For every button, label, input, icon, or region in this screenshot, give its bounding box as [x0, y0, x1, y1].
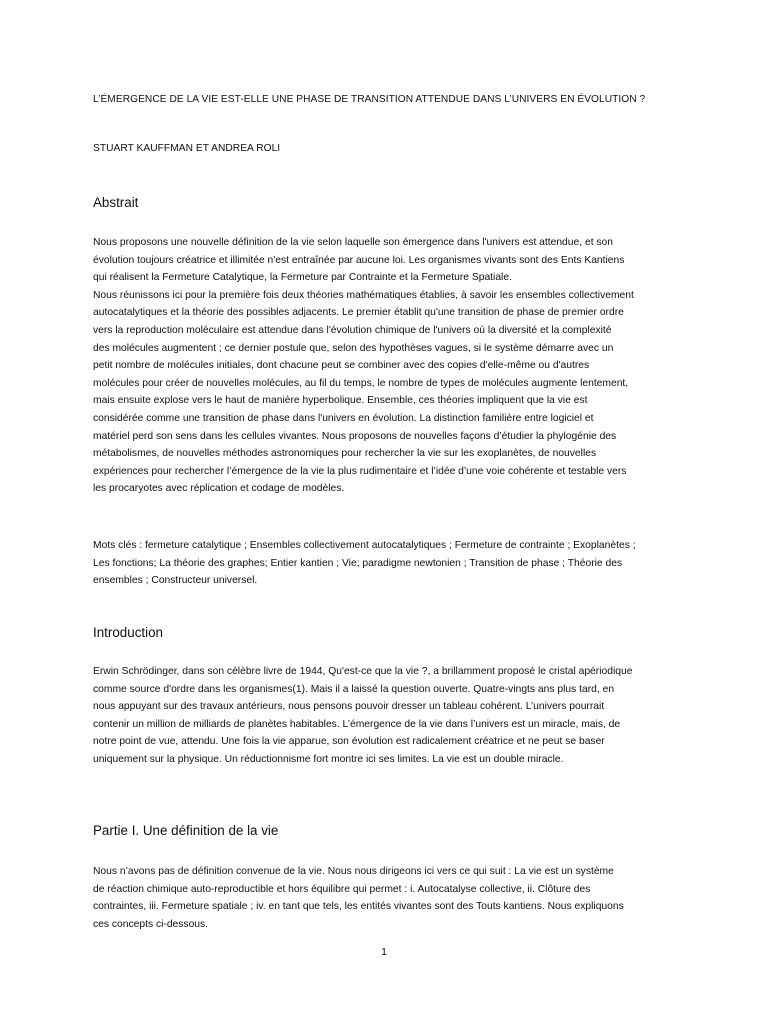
- abstract-line: métabolismes, de nouvelles méthodes astronomiques pour rechercher la vie sur les exoplanètes, de nouvelles: [93, 448, 597, 460]
- introduction-line: Erwin Schrödinger, dans son célèbre livre de 1944, Qu'est-ce que la vie ?, a brillamment proposé le cristal apériodique: [93, 666, 633, 677]
- abstract-line: molécules pour créer de nouvelles molécules, au fil du temps, le nombre de types de molécules augmente lentement,: [93, 377, 629, 389]
- abstract-line: des molécules augmentent ; ce dernier postule que, selon des hypothèses vagues, si le système démarre avec un: [93, 342, 614, 354]
- introduction-line: nous appuyant sur des travaux antérieurs, nous pensons pouvoir dresser un tableau cohérent. L’univers pourrait: [93, 701, 605, 713]
- introduction-body: [93, 663, 708, 769]
- paper-title: L’ÉMERGENCE DE LA VIE EST-ELLE UNE PHASE DE TRANSITION ATTENDUE DANS L’UNIVERS EN ÉVOLUTION ?: [93, 94, 646, 105]
- keywords-line: Les fonctions; La théorie des graphes; Entier kantien ; Vie; paradigme newtonien ; Transition de phase ; Théorie des: [93, 557, 623, 569]
- abstract-line: expériences pour rechercher l’émergence de la vie la plus rudimentaire et l’idée d’une voie cohérente et testable vers: [93, 465, 627, 477]
- part1-line: de réaction chimique auto-reproductible et hors équilibre qui permet : i. Autocatalyse collective, ii. Clôture des: [93, 883, 591, 895]
- page-number: 1: [381, 946, 387, 958]
- part1-body: [93, 863, 708, 933]
- abstract-heading: Abstrait: [93, 195, 139, 210]
- abstract-line: les procaryotes avec réplication et codage de modèles.: [93, 483, 345, 495]
- introduction-line: comme source d'ordre dans les organismes(1). Mais il a laissé la question ouverte. Quatre-vingts ans plus tard, en: [93, 683, 615, 695]
- abstract-line: Nous proposons une nouvelle définition de la vie selon laquelle son émergence dans l'univers est attendue, et son: [93, 237, 614, 248]
- introduction-heading: Introduction: [93, 625, 163, 640]
- abstract-line: considérée comme une transition de phase dans l'univers en évolution. La distinction familière entre logiciel et: [93, 412, 594, 424]
- abstract-line: petit nombre de molécules initiales, dont chacune peut se combiner avec des copies d'elle-même ou d'autres: [93, 360, 590, 372]
- part1-line: contraintes, iii. Fermeture spatiale ; iv. en tant que tels, les entités vivantes sont des Touts kantiens. Nous expliquons: [93, 901, 624, 913]
- part1-line: ces concepts ci-dessous.: [93, 918, 209, 930]
- part1-heading: Partie I. Une définition de la vie: [93, 823, 279, 838]
- paper-authors: STUART KAUFFMAN ET ANDREA ROLI: [93, 143, 281, 154]
- keywords: [93, 537, 708, 590]
- abstract-line: vers la reproduction moléculaire est attendue dans l'évolution chimique de l'univers où la diversité et la complexité: [93, 324, 612, 336]
- abstract-line: Nous réunissons ici pour la première fois deux théories mathématiques établies, à savoir les ensembles collectivement: [93, 289, 634, 301]
- keywords-line: Mots clés : fermeture catalytique ; Ensembles collectivement autocatalytiques ; Fermeture de contrainte ; Exoplanètes ;: [93, 540, 636, 551]
- abstract-body: [93, 234, 708, 498]
- introduction-line: contenir un million de milliards de planètes habitables. L’émergence de la vie dans l’univers est un miracle, mais, de: [93, 718, 621, 730]
- abstract-line: matériel perd son sens dans les cellules vivantes. Nous proposons de nouvelles façons d’étudier la phylogénie des: [93, 430, 617, 442]
- abstract-line: mais ensuite explose vers le haut de manière hyperbolique. Ensemble, ces théories impliquent que la vie est: [93, 395, 588, 407]
- abstract-line: autocatalytiques et la théorie des possibles adjacents. Le premier établit qu'une transition de phase de premier ordre: [93, 307, 624, 319]
- introduction-line: notre point de vue, attendu. Une fois la vie apparue, son évolution est radicalement créatrice et ne peut se baser: [93, 736, 605, 748]
- keywords-line: ensembles ; Constructeur universel.: [93, 575, 258, 587]
- part1-line: Nous n’avons pas de définition convenue de la vie. Nous nous dirigeons ici vers ce qui suit : La vie est un système: [93, 866, 614, 877]
- abstract-line: évolution toujours créatrice et illimitée n'est entraînée par aucune loi. Les organismes vivants sont des Ents Kantiens: [93, 254, 625, 266]
- abstract-line: qui réalisent la Fermeture Catalytique, la Fermeture par Contrainte et la Fermeture Spatiale.: [93, 272, 512, 284]
- introduction-line: uniquement sur la physique. Un réductionnisme fort montre ici ses limites. La vie est un double miracle.: [93, 753, 564, 765]
